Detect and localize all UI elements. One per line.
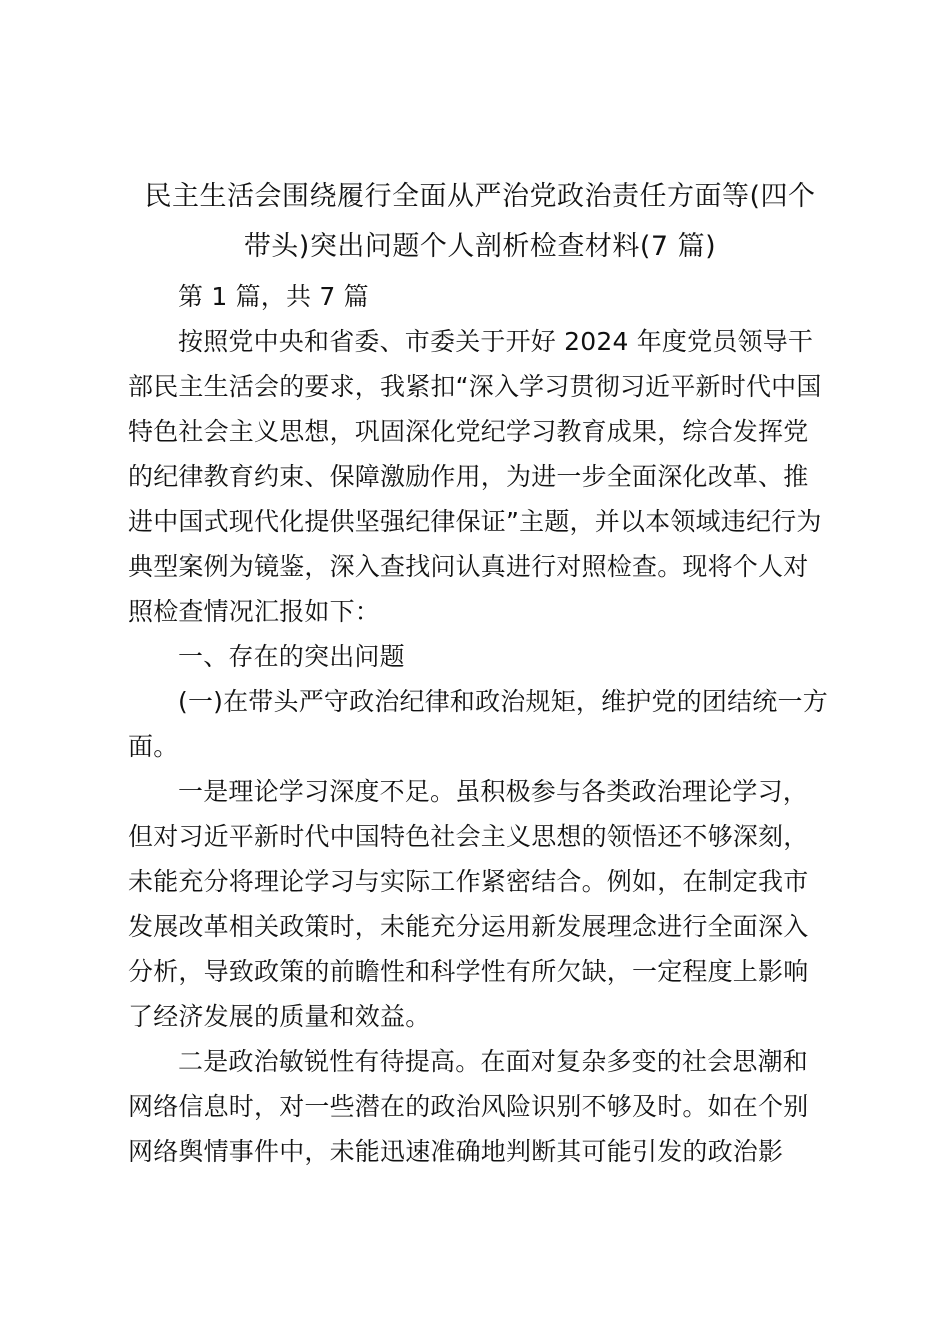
paragraph-line: 网络舆情事件中，未能迅速准确地判断其可能引发的政治影	[128, 1137, 784, 1166]
paragraph-line: 未能充分将理论学习与实际工作紧密结合。例如，在制定我市	[128, 867, 809, 896]
paragraph-line: 分析，导致政策的前瞻性和科学性有所欠缺，一定程度上影响	[128, 957, 809, 986]
paragraph-line: 按照党中央和省委、市委关于开好 2024 年度党员领导干	[178, 327, 814, 356]
paragraph-line: 进中国式现代化提供坚强纪律保证”主题，并以本领域违纪行为	[128, 507, 822, 536]
paragraph-line: 部民主生活会的要求，我紧扣“深入学习贯彻习近平新时代中国	[128, 372, 822, 401]
paragraph-line: 特色社会主义思想，巩固深化党纪学习教育成果，综合发挥党	[128, 417, 809, 446]
paragraph-line: 的纪律教育约束、保障激励作用，为进一步全面深化改革、推	[128, 462, 809, 491]
subsection-heading: 面。	[128, 732, 179, 761]
paragraph-line: 二是政治敏锐性有待提高。在面对复杂多变的社会思潮和	[178, 1047, 809, 1076]
section-heading: 一、存在的突出问题	[178, 642, 405, 671]
paragraph-line: 了经济发展的质量和效益。	[128, 1002, 431, 1031]
paragraph-line: 照检查情况汇报如下：	[128, 597, 381, 626]
paragraph-line: 网络信息时，对一些潜在的政治风险识别不够及时。如在个别	[128, 1092, 809, 1121]
title-line: 民主生活会围绕履行全面从严治党政治责任方面等(四个	[144, 181, 816, 212]
paragraph-line: 发展改革相关政策时，未能充分运用新发展理念进行全面深入	[128, 912, 809, 941]
paragraph-line: 一是理论学习深度不足。虽积极参与各类政治理论学习，	[178, 777, 809, 806]
subsection-heading: (一)在带头严守政治纪律和政治规矩，维护党的团结统一方	[178, 687, 828, 716]
paragraph-line: 典型案例为镜鉴，深入查找问认真进行对照检查。现将个人对	[128, 552, 809, 581]
article-count: 第 1 篇，共 7 篇	[178, 282, 369, 311]
title-line: 带头)突出问题个人剖析检查材料(7 篇)	[243, 231, 717, 262]
paragraph-line: 但对习近平新时代中国特色社会主义思想的领悟还不够深刻，	[128, 822, 809, 851]
document-title	[110, 172, 850, 272]
